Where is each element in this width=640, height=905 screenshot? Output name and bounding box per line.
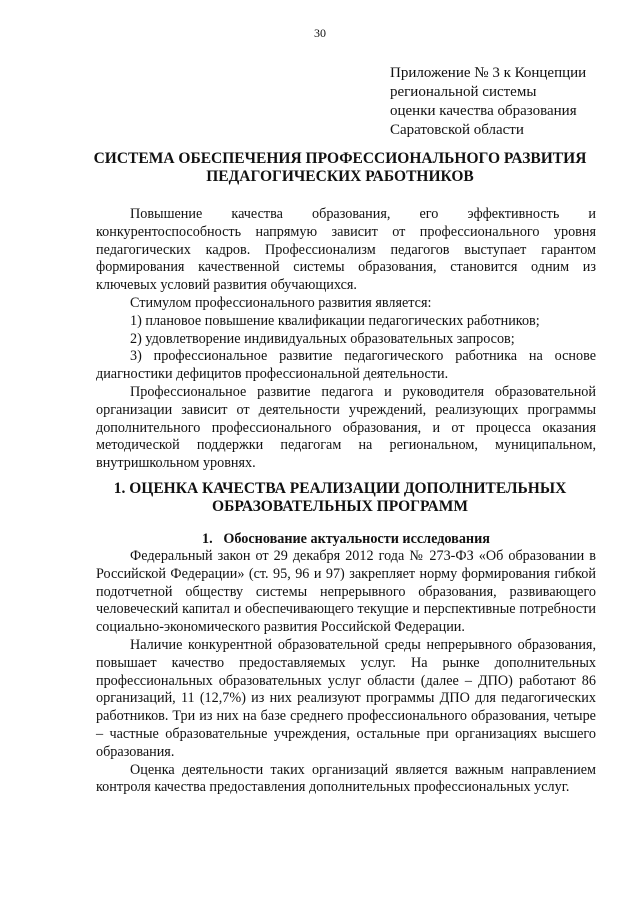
title-line: СИСТЕМА ОБЕСПЕЧЕНИЯ ПРОФЕССИОНАЛЬНОГО РАЗВИТИЯ — [93, 150, 587, 167]
list-item: 2) удовлетворение индивидуальных образовательных запросов; — [130, 330, 515, 347]
paragraph: Стимулом профессионального развития является: — [130, 294, 432, 311]
page-number: 30 — [314, 26, 326, 40]
heading-line: 1. ОЦЕНКА КАЧЕСТВА РЕАЛИЗАЦИИ ДОПОЛНИТЕЛЬНЫХ — [113, 480, 567, 497]
annex-line: региональной системы — [390, 84, 537, 100]
subsection-heading: 1. Обоснование актуальности исследования — [202, 531, 490, 547]
paragraph: Федеральный закон от 29 декабря 2012 года № 273-ФЗ «Об образовании в Российской Федерации» (ст. 95, 96 и 97) закрепляет норму формирования гибкой подотчетной обществу системы непрерывного образования, развивающего человеческий капитал и обеспечивающего текущие и перспективные потребности социально-экономического развития Российской Федерации. — [96, 548, 596, 636]
annex-line: оценки качества образования — [390, 103, 577, 119]
title-line: ПЕДАГОГИЧЕСКИХ РАБОТНИКОВ — [206, 168, 474, 185]
annex-line: Приложение № 3 к Концепции — [390, 65, 587, 81]
paragraph: Профессиональное развитие педагога и руководителя образовательной организации зависит от деятельности учреждений, реализующих программы дополнительного профессионального образования, и от процесса оказания методической поддержки педагогам на региональном, муниципальном, внутришкольном уровнях. — [96, 383, 596, 472]
section-heading — [80, 480, 600, 516]
paragraph: Повышение качества образования, его эффективность и конкурентоспособность напрямую зависит от профессионального уровня педагогических кадров. Профессионализм педагогов выступает гарантом формирования качественной системы образования, становится одним из ключевых условий развития обучающихся. — [96, 206, 596, 294]
paragraph: Оценка деятельности таких организаций является важным направлением контроля качества предоставления дополнительных профессиональных услуг. — [96, 761, 596, 796]
list-item: 3) профессиональное развитие педагогического работника на основе диагностики дефицитов профессиональной деятельности. — [96, 348, 596, 383]
annex-line: Саратовской области — [390, 122, 524, 138]
list-item: 1) плановое повышение квалификации педагогических работников; — [130, 312, 540, 329]
document-title — [80, 150, 600, 186]
section-text — [96, 548, 596, 797]
heading-line: ОБРАЗОВАТЕЛЬНЫХ ПРОГРАММ — [212, 498, 468, 515]
intro-text — [96, 206, 596, 473]
paragraph: Наличие конкурентной образовательной среды непрерывного образования, повышает качество предоставляемых услуг. На рынке дополнительных профессиональных образовательных услуг области (далее – ДПО) работают 86 организаций, 11 (12,7%) из них реализуют программы ДПО для педагогических работников. Три из них на базе среднего профессионального образования, четыре – частные образовательные учреждения, остальные при организациях высшего образования. — [96, 636, 596, 760]
annex-note — [390, 64, 620, 140]
